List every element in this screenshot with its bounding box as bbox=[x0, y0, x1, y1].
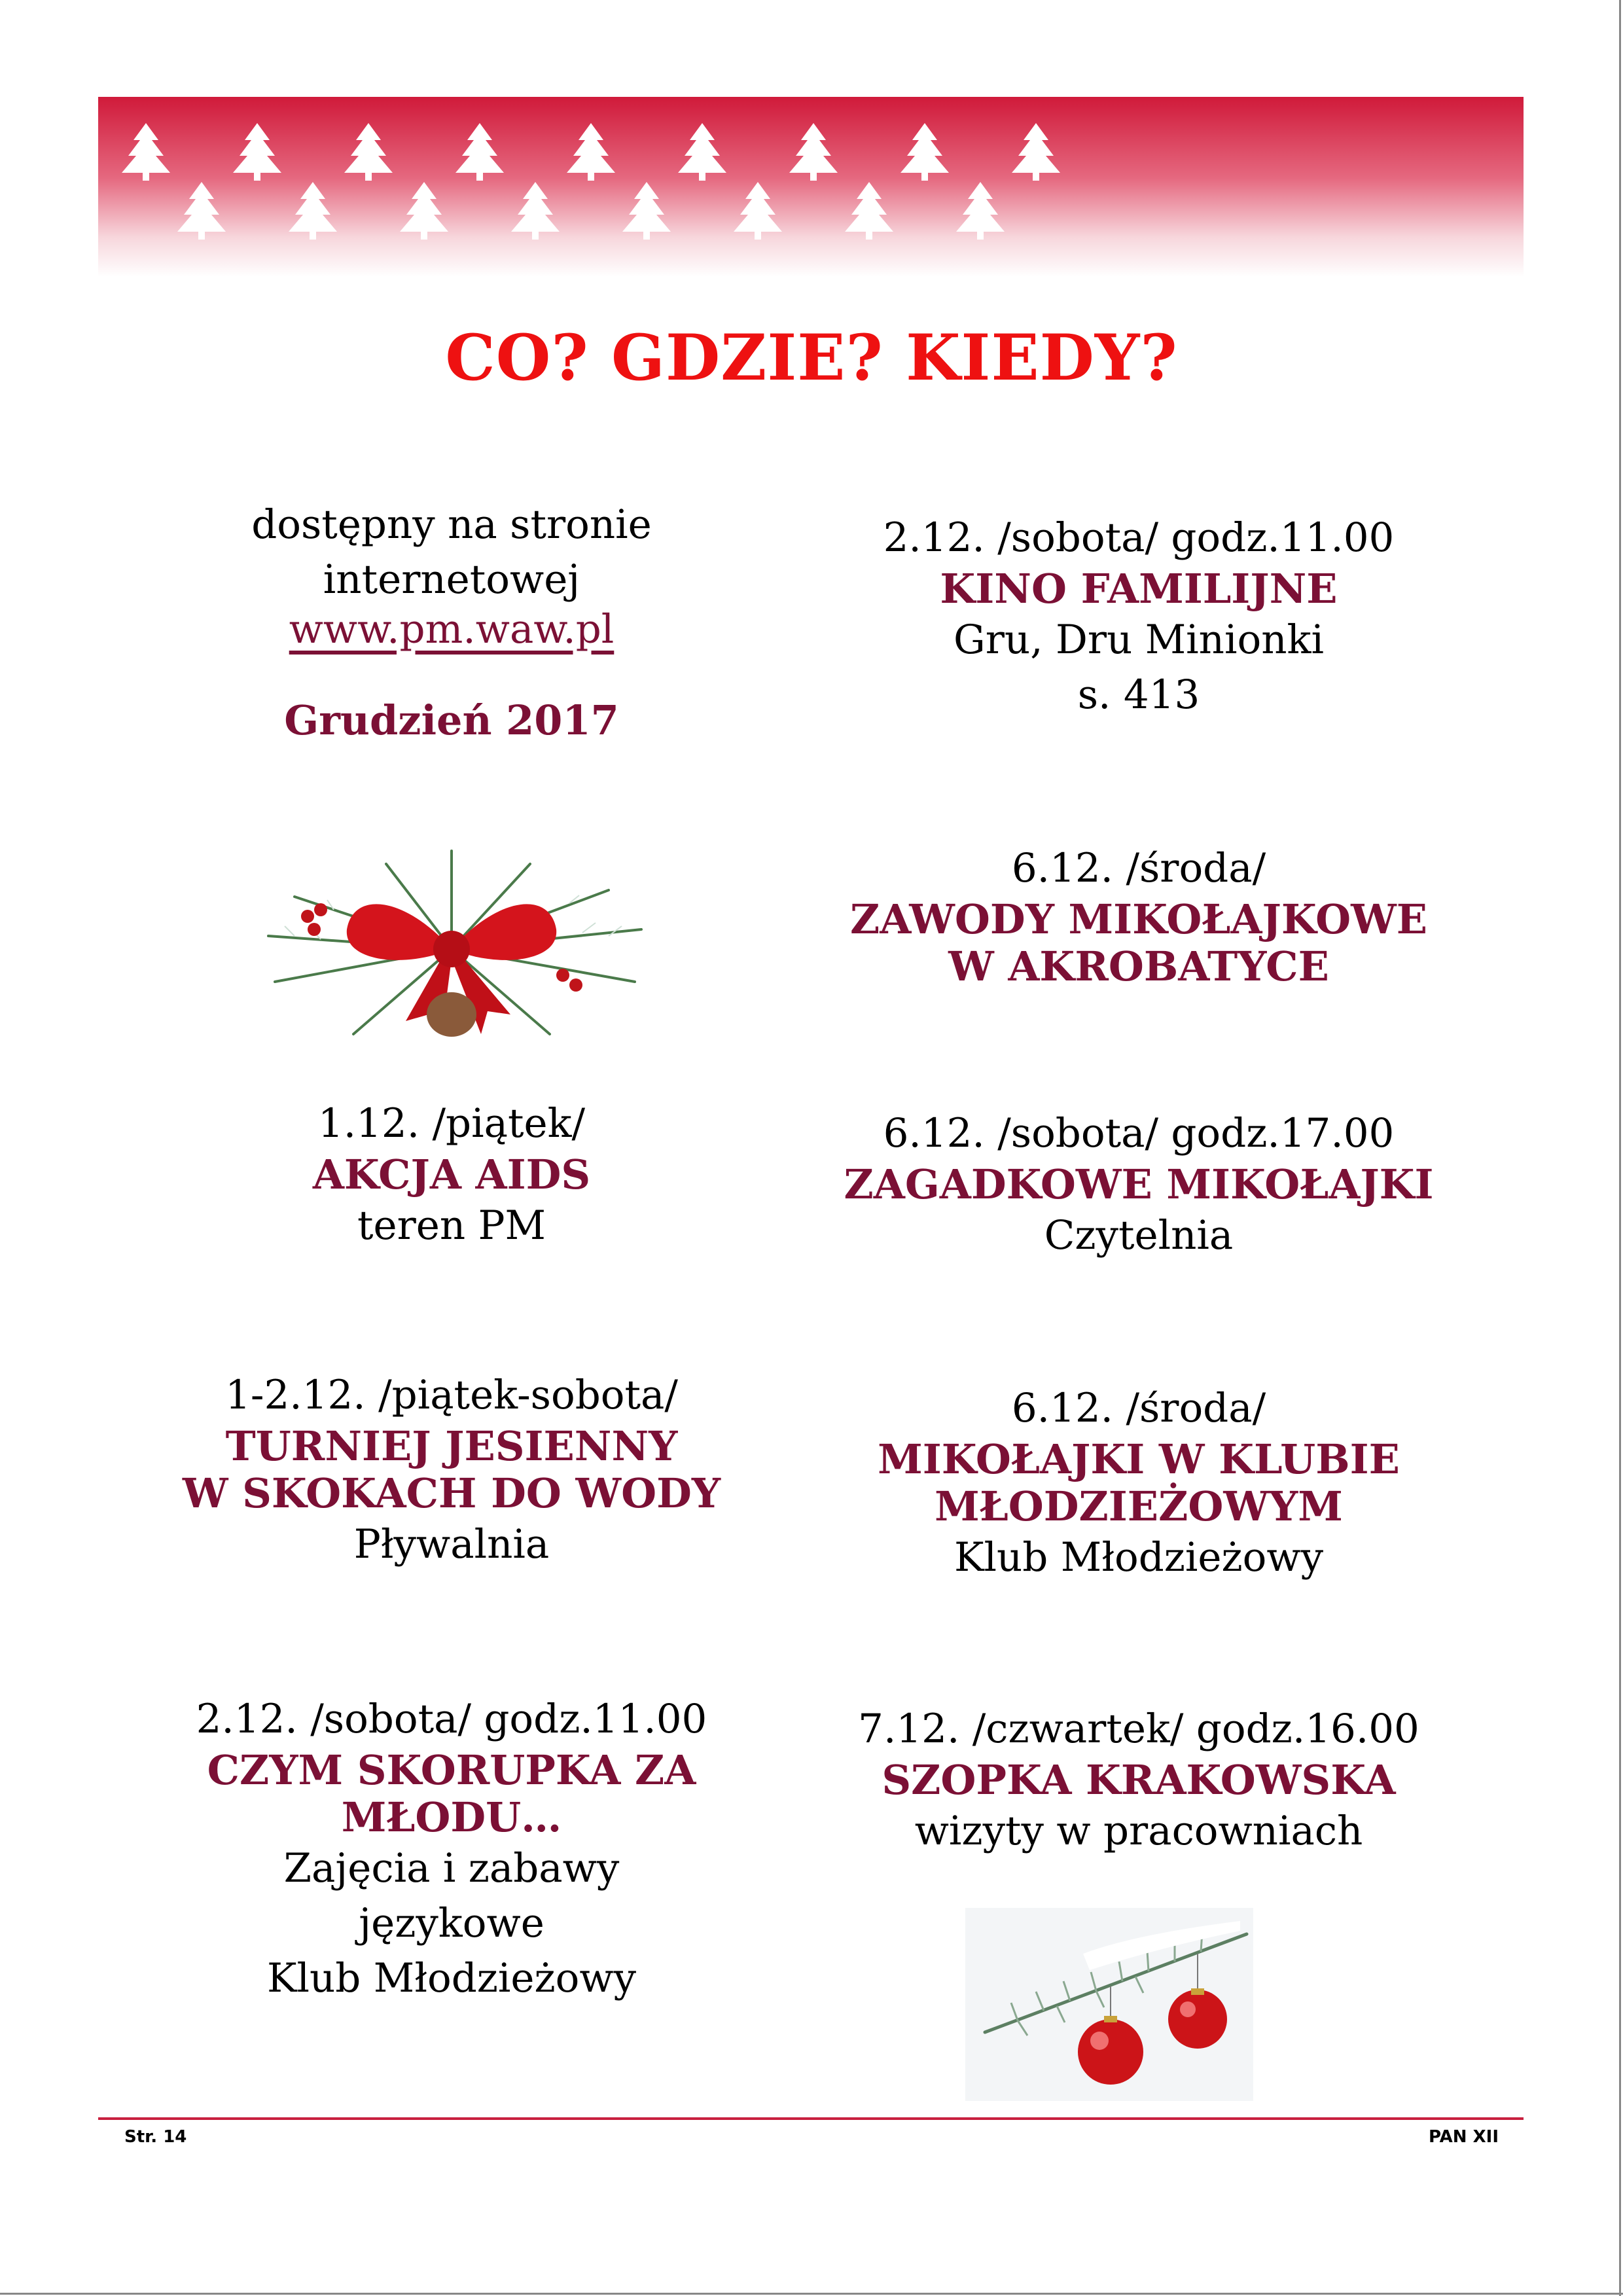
event-aids bbox=[124, 1096, 779, 1253]
event-title-line-1: TURNIEJ JESIENNY bbox=[225, 1422, 678, 1470]
event-place-line-2: językowe bbox=[359, 1900, 544, 1946]
event-title: ZAGADKOWE MIKOŁAJKI bbox=[844, 1160, 1434, 1208]
christmas-bow-image bbox=[255, 838, 654, 1054]
event-date: 1-2.12. /piątek-sobota/ bbox=[225, 1372, 678, 1418]
tree-icon bbox=[674, 122, 730, 182]
event-title: AKCJA AIDS bbox=[312, 1151, 591, 1198]
event-title-line-2: MŁODU… bbox=[341, 1793, 562, 1841]
event-place-line-1: Zajęcia i zabawy bbox=[283, 1845, 620, 1892]
event-date: 7.12. /czwartek/ godz.16.00 bbox=[858, 1706, 1419, 1752]
page-edge-right bbox=[1619, 0, 1621, 2296]
intro-block bbox=[124, 497, 779, 744]
event-date: 2.12. /sobota/ godz.11.00 bbox=[196, 1696, 707, 1742]
event-place-line-3: Klub Młodzieżowy bbox=[266, 1955, 637, 2001]
page-title: CO? GDZIE? KIEDY? bbox=[445, 321, 1178, 395]
event-tournament bbox=[124, 1368, 779, 1572]
page-edge-bottom bbox=[0, 2293, 1623, 2295]
tree-icon bbox=[618, 181, 675, 241]
event-cinema bbox=[798, 511, 1479, 723]
tree-icon bbox=[785, 122, 842, 182]
tree-icon bbox=[118, 122, 174, 182]
tree-icon bbox=[952, 181, 1008, 241]
event-youth-club bbox=[798, 1381, 1479, 1585]
page-number: Str. 14 bbox=[124, 2127, 187, 2147]
event-title: KINO FAMILIJNE bbox=[940, 565, 1338, 613]
christmas-baubles-image bbox=[965, 1908, 1253, 2101]
tree-icon bbox=[841, 181, 897, 241]
event-place: Pływalnia bbox=[353, 1521, 550, 1568]
tree-icon bbox=[340, 122, 397, 182]
event-date: 2.12. /sobota/ godz.11.00 bbox=[883, 514, 1395, 561]
event-place-line-1: Gru, Dru Minionki bbox=[954, 617, 1324, 663]
event-place: teren PM bbox=[357, 1202, 546, 1249]
event-language bbox=[124, 1692, 779, 2006]
event-nativity bbox=[798, 1702, 1479, 1859]
website-link[interactable]: www.pm.waw.pl bbox=[289, 606, 615, 653]
issue-label: PAN XII bbox=[1429, 2127, 1499, 2147]
event-place: Czytelnia bbox=[1044, 1212, 1234, 1259]
event-place: Klub Młodzieżowy bbox=[954, 1534, 1324, 1581]
tree-icon bbox=[396, 181, 452, 241]
event-title: SZOPKA KRAKOWSKA bbox=[882, 1756, 1396, 1804]
event-place-line-2: s. 413 bbox=[1077, 672, 1200, 718]
event-puzzles bbox=[798, 1106, 1479, 1263]
tree-icon bbox=[507, 181, 563, 241]
tree-icon bbox=[229, 122, 285, 182]
event-title-line-1: MIKOŁAJKI W KLUBIE bbox=[878, 1435, 1400, 1483]
event-title-line-2: MŁODZIEŻOWYM bbox=[935, 1482, 1343, 1530]
tree-icon bbox=[1008, 122, 1064, 182]
event-date: 6.12. /środa/ bbox=[1011, 1385, 1266, 1431]
tree-icon bbox=[730, 181, 786, 241]
event-place: wizyty w pracowniach bbox=[914, 1808, 1363, 1854]
event-title-line-1: ZAWODY MIKOŁAJKOWE bbox=[850, 895, 1427, 943]
event-title-line-2: W AKROBATYCE bbox=[948, 942, 1329, 990]
intro-link-row bbox=[124, 602, 779, 657]
event-date: 1.12. /piątek/ bbox=[317, 1100, 586, 1147]
tree-icon bbox=[173, 181, 230, 241]
event-date: 6.12. /środa/ bbox=[1011, 845, 1266, 891]
intro-line-1: dostępny na stronie bbox=[251, 501, 652, 548]
tree-icon bbox=[285, 181, 341, 241]
month-heading: Grudzień 2017 bbox=[284, 696, 619, 744]
intro-line-2: internetowej bbox=[323, 556, 580, 603]
event-date: 6.12. /sobota/ godz.17.00 bbox=[883, 1110, 1395, 1157]
tree-icon bbox=[897, 122, 953, 182]
event-title-line-2: W SKOKACH DO WODY bbox=[182, 1469, 721, 1517]
event-acrobatics bbox=[798, 841, 1479, 990]
tree-icon bbox=[452, 122, 508, 182]
header-banner bbox=[98, 97, 1524, 277]
footer-rule bbox=[98, 2117, 1524, 2120]
event-title-line-1: CZYM SKORUPKA ZA bbox=[207, 1746, 696, 1794]
tree-icon bbox=[563, 122, 619, 182]
